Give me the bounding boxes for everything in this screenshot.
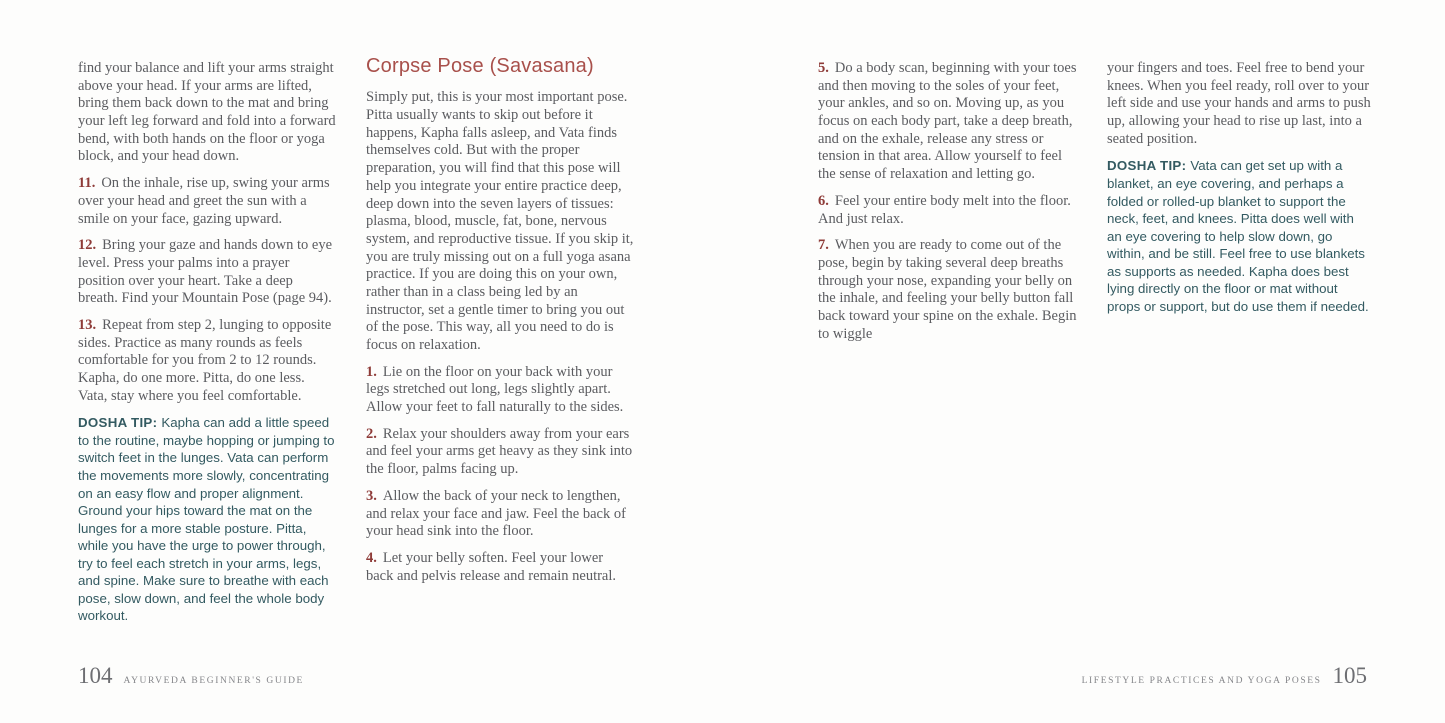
running-title: LIFESTYLE PRACTICES AND YOGA POSES xyxy=(1081,676,1322,686)
list-item xyxy=(818,193,1082,228)
item-text: Feel your entire body melt into the floor. And just relax. xyxy=(818,192,1071,227)
item-text: Let your belly soften. Feel your lower back and pelvis release and remain neutral. xyxy=(366,549,617,584)
item-text: Relax your shoulders away from your ears and feel your arms get heavy as they sink into the floor, palms facing up. xyxy=(366,425,633,478)
list-item xyxy=(366,488,634,541)
item-number: 7. xyxy=(818,237,829,254)
dosha-tip xyxy=(1107,157,1371,315)
item-number: 1. xyxy=(366,363,377,380)
running-title: AYURVEDA BEGINNER'S GUIDE xyxy=(123,676,304,686)
item-text: When you are ready to come out of the pose, begin by taking several deep breaths through your nose, expanding your belly on the inhale, and feeling your belly button fall back toward your spine on the exhale. Begin to wiggle xyxy=(818,237,1077,342)
left-page-column-1 xyxy=(78,60,336,625)
list-item xyxy=(366,550,634,585)
paragraph-continuation: your fingers and toes. Feel free to bend your knees. When you feel ready, roll over to your left side and use your hands and arms to push up, allowing your head to rise up last, into a seated position. xyxy=(1107,60,1371,147)
dosha-tip-text: Kapha can add a little speed to the routine, maybe hopping or jumping to switch feet in the lunges. Vata can perform the movements more slowly, concentrating on an easy flow and proper alignment. Ground your hips toward the mat on the lunges for a more stable posture. Pitta, while you have the urge to power through, try to feel each stretch in your arms, legs, and spine. Make sure to breathe with each pose, slow down, and feel the whole body workout. xyxy=(78,415,335,624)
item-text: Repeat from step 2, lunging to opposite sides. Practice as many rounds as feels comfortable for you from 2 to 12 rounds. Kapha, do one more. Pitta, do one less. Vata, stay where you feel comfortable. xyxy=(78,316,332,404)
item-number: 12. xyxy=(78,237,97,254)
item-number: 4. xyxy=(366,549,377,566)
item-number: 6. xyxy=(818,192,829,209)
item-number: 11. xyxy=(78,175,96,192)
page-number: 105 xyxy=(1332,663,1367,688)
list-item xyxy=(818,60,1082,184)
left-page-footer xyxy=(78,663,304,689)
item-text: Allow the back of your neck to lengthen, and relax your face and jaw. Feel the back of your head sink into the floor. xyxy=(366,487,626,540)
item-text: Do a body scan, beginning with your toes and then moving to the soles of your feet, your ankles, and so on. Moving up, as you focus on each body part, take a deep breath, and on the exhale, release any stress or tension in that area. Allow yourself to feel the sense of relaxation and letting go. xyxy=(818,60,1077,183)
page-number: 104 xyxy=(78,663,113,688)
right-page-footer xyxy=(1082,663,1367,689)
list-item xyxy=(78,317,336,405)
item-text: Lie on the floor on your back with your legs stretched out long, legs slightly apart. Allow your feet to fall naturally to the sides. xyxy=(366,363,624,416)
list-item xyxy=(78,175,336,228)
item-text: Bring your gaze and hands down to eye level. Press your palms into a prayer position over your heart. Take a deep breath. Find your Mountain Pose (page 94). xyxy=(78,237,333,307)
dosha-tip xyxy=(78,414,336,625)
pose-intro: Simply put, this is your most important pose. Pitta usually wants to skip out before it happens, Kapha falls asleep, and Vata finds themselves cold. But with the proper preparation, you will find that this pose will help you integrate your entire practice deep, deep down into the seven layers of tissues: plasma, blood, muscle, fat, bone, nervous system, and reproductive tissue. If you skip it, you are truly missing out on a full yoga asana practice. If you are doing this on your own, rather than in a class being led by an instructor, set a gentle timer to bring you out of the pose. This way, all you need to do is focus on relaxation. xyxy=(366,89,634,354)
list-item xyxy=(818,237,1082,343)
item-text: On the inhale, rise up, swing your arms over your head and greet the sun with a smile on your face, gazing upward. xyxy=(78,175,330,227)
dosha-tip-label: DOSHA TIP: xyxy=(78,415,158,431)
item-number: 3. xyxy=(366,487,377,504)
right-page-column-2 xyxy=(1107,60,1371,315)
list-item xyxy=(366,426,634,479)
dosha-tip-label: DOSHA TIP: xyxy=(1107,158,1187,174)
pose-heading: Corpse Pose (Savasana) xyxy=(366,55,594,77)
list-item xyxy=(78,237,336,308)
item-number: 5. xyxy=(818,60,829,76)
right-page-column-1 xyxy=(818,60,1082,343)
dosha-tip-text: Vata can get set up with a blanket, an eye covering, and perhaps a folded or rolled-up blanket to support the neck, feet, and knees. Pitta does well with an eye covering to help slow down, go within, and be still. Feel free to use blankets as supports as needed. Kapha does best lying directly on the floor or mat without props or support, but do use them if needed. xyxy=(1107,158,1369,314)
item-number: 2. xyxy=(366,425,377,442)
paragraph-continuation: find your balance and lift your arms straight above your head. If your arms are lifted, bring them back down to the mat and bring your left leg forward and fold into a forward bend, with both hands on the floor or yoga block, and your head down. xyxy=(78,60,336,165)
list-item xyxy=(366,364,634,417)
left-page-column-2 xyxy=(366,54,634,585)
item-number: 13. xyxy=(78,316,97,333)
